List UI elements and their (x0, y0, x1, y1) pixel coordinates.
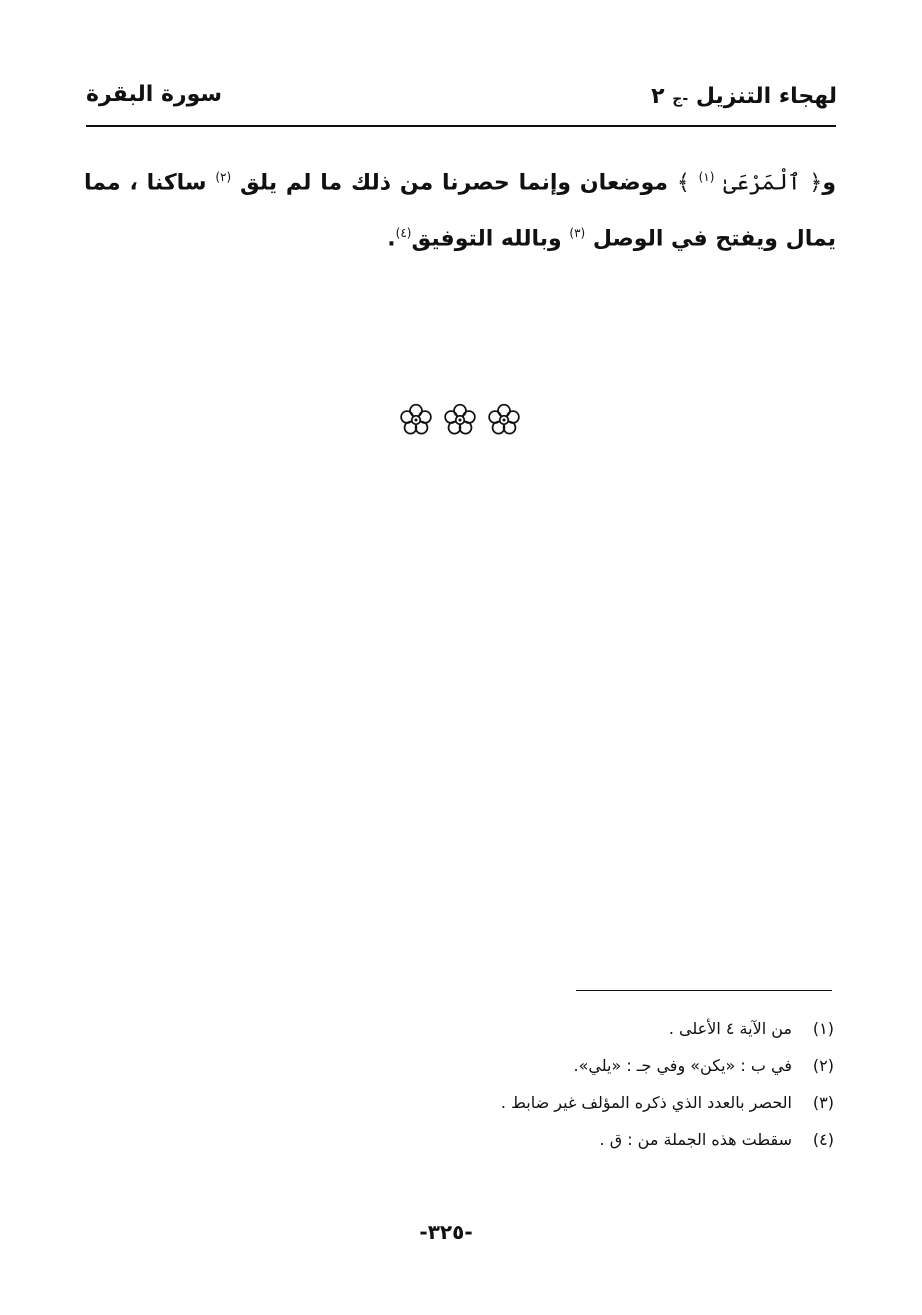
footnotes-section (234, 1010, 834, 1158)
flower-ornament-icon (443, 403, 477, 437)
paragraph-text-segment: موضعان وإنما حصرنا من ذلك ما لم يلق (240, 170, 669, 196)
footnote-ref-1: (١) (698, 170, 715, 184)
quran-word: ٱلْمَرْعَىٰ (723, 170, 801, 196)
paragraph-text-segment: ساكنا ، مما يمال ويفتح (84, 170, 836, 252)
footnote-number: (٤) (812, 1130, 834, 1149)
footnote-ref-2: (٢) (215, 170, 232, 184)
footnote-item (234, 1121, 834, 1158)
volume-prefix: - (682, 91, 689, 107)
quran-bracket-open: ﴿ (809, 170, 823, 196)
paragraph-text-segment: وبالله التوفيق (411, 226, 562, 252)
flower-ornament-icon (487, 403, 521, 437)
book-title: لهجاء التنزيل (695, 84, 837, 109)
running-header-surah-title: سورة البقرة (86, 82, 223, 107)
main-paragraph (84, 152, 836, 265)
running-header-book-title (651, 84, 837, 109)
flower-ornament-icon (399, 403, 433, 437)
footnote-ref-3: (٣) (569, 226, 586, 241)
footnote-number: (٣) (812, 1093, 834, 1112)
conjunction-text: و (822, 170, 836, 196)
footnote-number: (١) (812, 1019, 834, 1038)
header-rule (86, 125, 836, 127)
footnote-text: الحصر بالعدد الذي ذكره المؤلف غير ضابط . (500, 1093, 792, 1112)
footnote-item (234, 1084, 834, 1121)
volume-abbrev: ج (672, 91, 683, 107)
footnote-item (234, 1010, 834, 1047)
footnote-item (234, 1047, 834, 1084)
footnote-text: من الآية ٤ الأعلى . (668, 1019, 792, 1038)
footnote-separator-rule (576, 990, 832, 991)
footnote-number: (٢) (812, 1056, 834, 1075)
volume-number: ٢ (651, 84, 665, 109)
page-number: -٣٢٥- (419, 1220, 473, 1244)
footnote-ref-4: (٤) (395, 226, 412, 241)
footnote-text: سقطت هذه الجملة من : ق . (599, 1130, 792, 1149)
footnote-text: في ب : «يكن» وفي جـ : «يلي». (573, 1056, 792, 1075)
quran-bracket-close: ﴾ (676, 170, 690, 196)
paragraph-end-period: . (387, 226, 396, 252)
section-divider-ornament (395, 400, 525, 440)
paragraph-text-segment: في الوصل (592, 226, 708, 252)
